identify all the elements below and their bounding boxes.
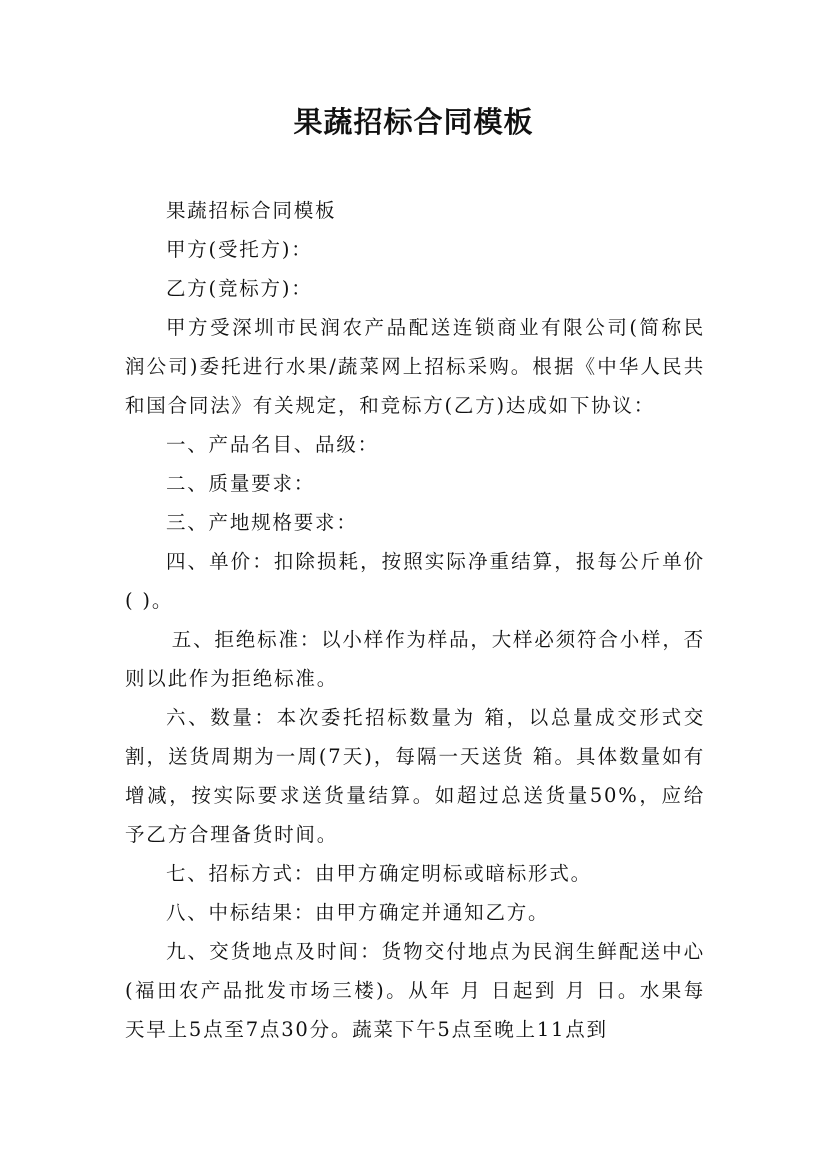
clause-7: 七、招标方式：由甲方确定明标或暗标形式。	[165, 862, 592, 885]
clause-9: 九、交货地点及时间：货物交付地点为民润生鲜配送中心(福田农产品批发市场三楼)。从年 月 日起到 月 日。水果每天早上5点至7点30分。蔬菜下午5点至晚上11点到	[125, 940, 705, 1041]
intro-paragraph: 甲方受深圳市民润农产品配送连锁商业有限公司(简称民润公司)委托进行水果/蔬菜网上招标采购。根据《中华人民共和国合同法》有关规定，和竞标方(乙方)达成如下协议：	[125, 316, 705, 417]
clause-8: 八、中标结果：由甲方确定并通知乙方。	[165, 901, 550, 924]
clause-5: 五、拒绝标准：以小样作为样品，大样必须符合小样，否则以此作为拒绝标准。	[125, 628, 705, 690]
document-body	[125, 191, 705, 1049]
clause-2: 二、质量要求：	[165, 472, 316, 495]
clause-6: 六、数量：本次委托招标数量为 箱，以总量成交形式交割，送货周期为一周(7天)，每隔一天送货 箱。具体数量如有增减，按实际要求送货量结算。如超过总送货量50%，应给予乙方合理备货时间。	[125, 706, 705, 846]
party-a-line: 甲方(受托方)：	[165, 238, 313, 261]
party-b-line: 乙方(竞标方)：	[165, 277, 313, 300]
document-title: 果蔬招标合同模板	[293, 105, 534, 139]
clause-4: 四、单价：扣除损耗，按照实际净重结算，报每公斤单价( )。	[125, 550, 705, 612]
clause-3: 三、产地规格要求：	[165, 511, 358, 534]
body-heading: 果蔬招标合同模板	[165, 199, 337, 222]
clause-1: 一、产品名目、品级：	[165, 433, 379, 456]
